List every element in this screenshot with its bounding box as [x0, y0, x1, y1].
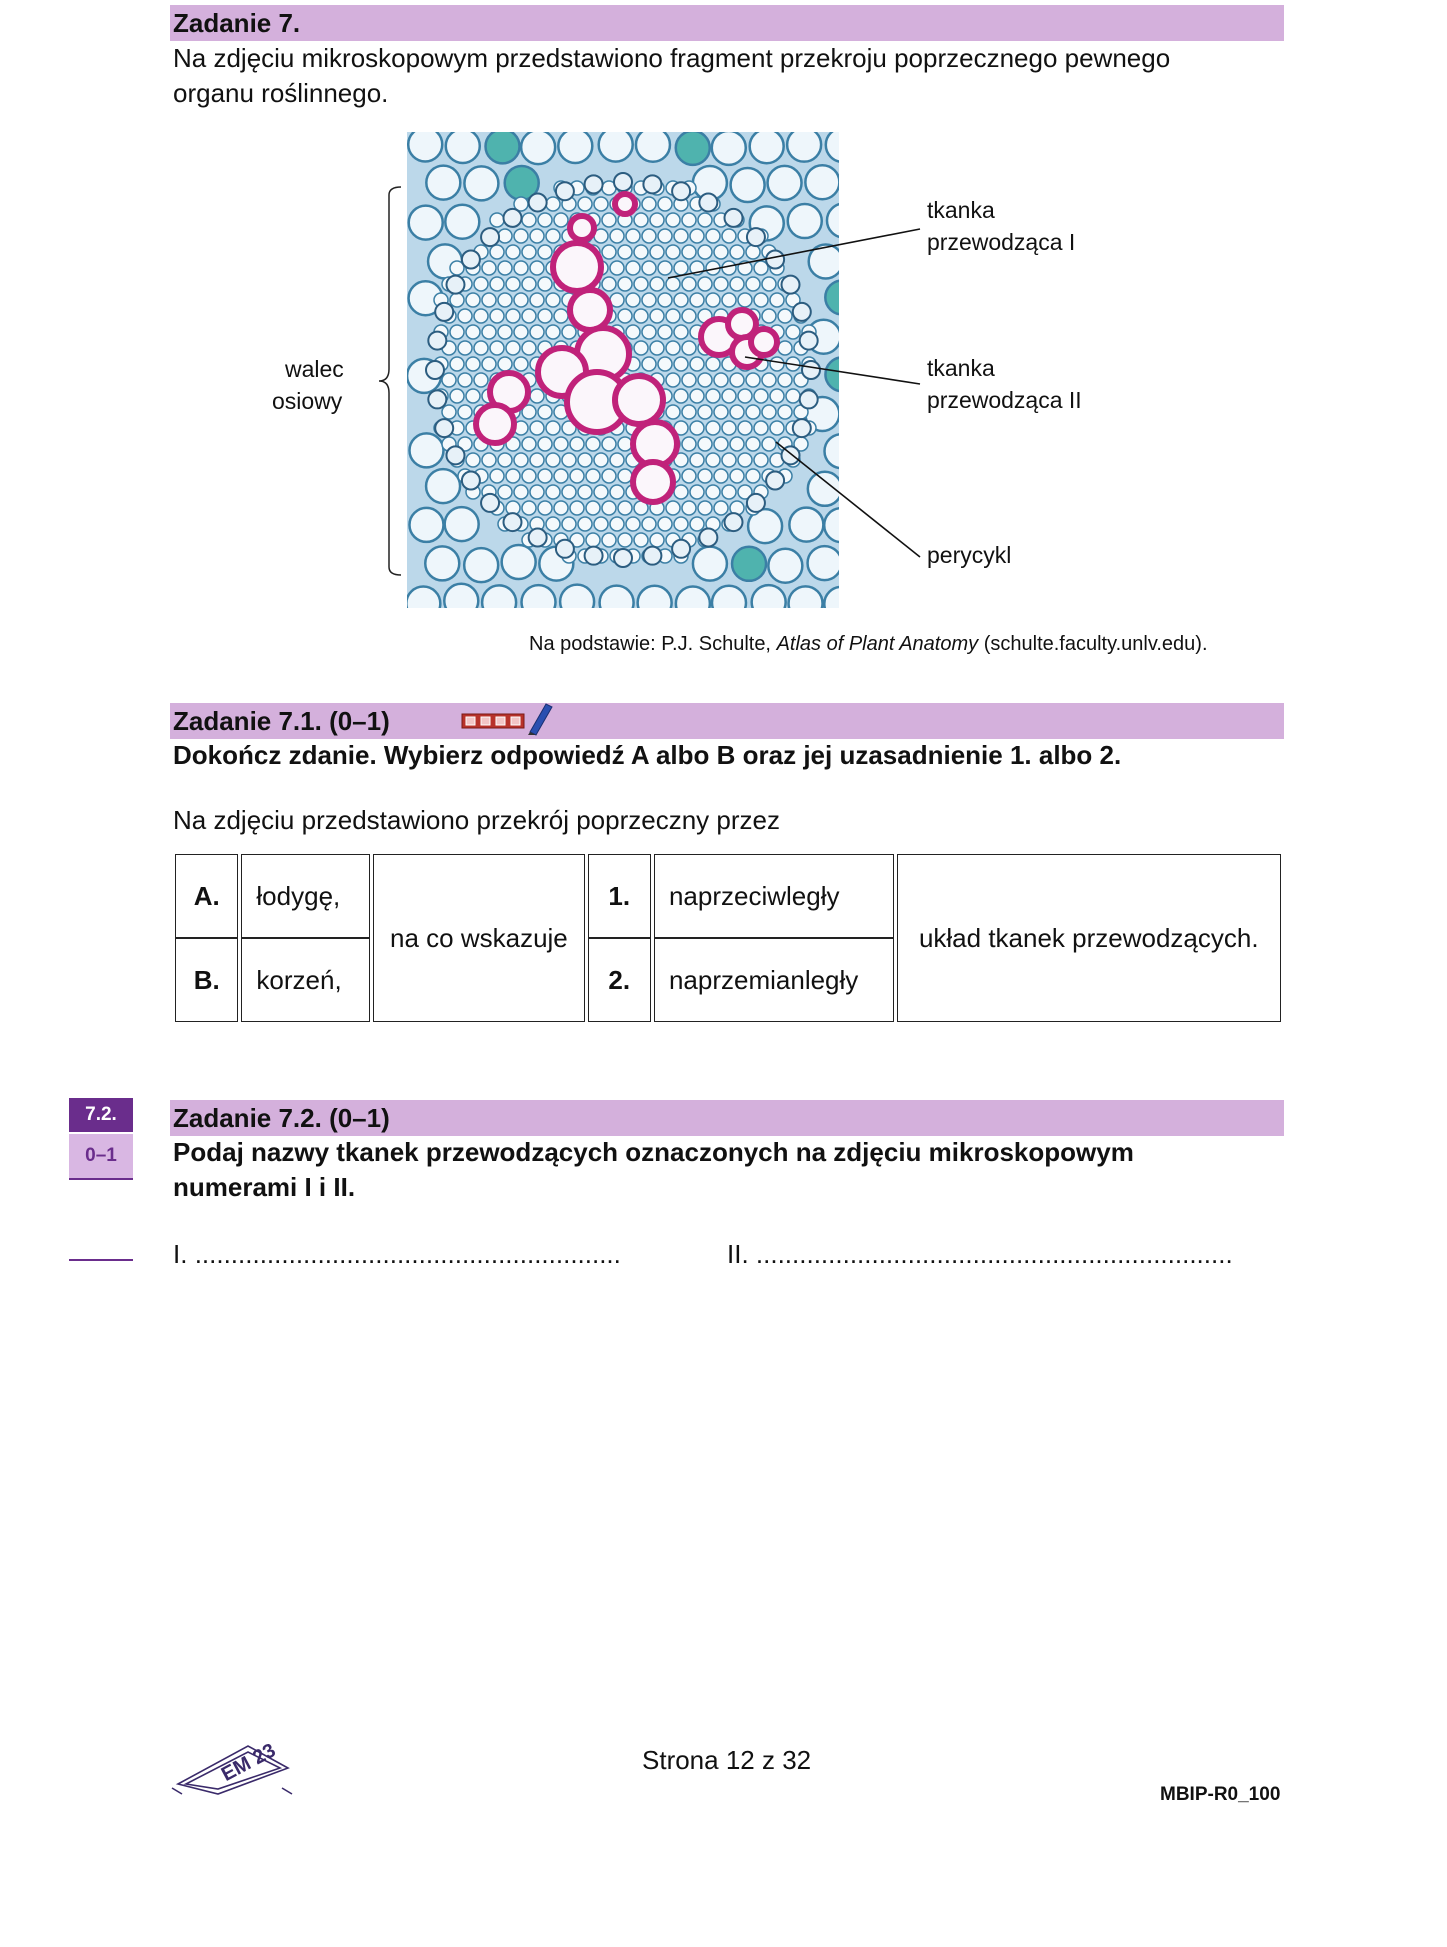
- task71-title: Zadanie 7.1. (0–1): [173, 706, 390, 736]
- source-prefix: Na podstawie: P.J. Schulte,: [529, 633, 777, 655]
- answer-II-label: II.: [727, 1239, 749, 1269]
- side-divider: [69, 1259, 133, 1261]
- answer-field-I[interactable]: [173, 1236, 621, 1272]
- option-1-key[interactable]: 1.: [588, 854, 651, 938]
- option-b-text[interactable]: korzeń,: [241, 938, 370, 1022]
- side-points-box[interactable]: 0–1: [69, 1134, 133, 1180]
- option-a-key[interactable]: A.: [175, 854, 238, 938]
- label-tkanka-I-line2: przewodząca I: [927, 229, 1076, 255]
- label-perycykl: perycykl: [927, 542, 1012, 568]
- pencil-icon: [462, 700, 558, 736]
- answer-I-dots: ...........................................................: [194, 1239, 621, 1269]
- option-2-text[interactable]: naprzemianległy: [654, 938, 894, 1022]
- task7-intro-line1: Na zdjęciu mikroskopowym przedstawiono fragment przekroju poprzecznego pewnego: [173, 43, 1171, 73]
- task72-instruction-line2: numerami I i II.: [173, 1172, 356, 1202]
- label-tkanka-I-line1: tkanka: [927, 197, 995, 223]
- task7-intro-line2: organu roślinnego.: [173, 78, 389, 108]
- source-title: Atlas of Plant Anatomy: [776, 633, 979, 655]
- task72-instruction-line1: Podaj nazwy tkanek przewodzących oznaczonych na zdjęciu mikroskopowym: [173, 1137, 1134, 1167]
- label-tkanka-II-line2: przewodząca II: [927, 387, 1082, 413]
- option-1-text[interactable]: naprzeciwległy: [654, 854, 894, 938]
- source-suffix: (schulte.faculty.unlv.edu).: [978, 633, 1208, 655]
- task71-instruction: Dokończ zdanie. Wybierz odpowiedź A albo B oraz jej uzasadnienie 1. albo 2.: [173, 740, 1122, 770]
- task71-stem: Na zdjęciu przedstawiono przekrój poprzeczny przez: [173, 805, 780, 835]
- page-number: Strona 12 z 32: [642, 1745, 812, 1775]
- label-walec-line2: osiowy: [272, 388, 343, 414]
- figure-leader-lines: [0, 0, 1447, 700]
- task72-title: Zadanie 7.2. (0–1): [173, 1103, 390, 1133]
- option-2-key[interactable]: 2.: [588, 938, 651, 1022]
- answer-field-II[interactable]: [727, 1236, 1233, 1272]
- logo-text: EM 23: [217, 1739, 280, 1786]
- answer-II-dots: ..................................................................: [755, 1239, 1233, 1269]
- em-logo-icon: [172, 1736, 294, 1796]
- figure-source: [529, 630, 1208, 658]
- answer-I-label: I.: [173, 1239, 188, 1269]
- document-code: MBIP-R0_100: [1160, 1784, 1281, 1805]
- side-task-number: 7.2.: [69, 1098, 133, 1132]
- option-a-text[interactable]: łodygę,: [241, 854, 370, 938]
- task7-title: Zadanie 7.: [173, 8, 301, 38]
- label-walec-line1: walec: [285, 356, 344, 382]
- table-end-text: układ tkanek przewodzących.: [897, 854, 1282, 1022]
- task71-marker: [462, 700, 558, 741]
- label-tkanka-II-line1: tkanka: [927, 355, 995, 381]
- table-middle-text: na co wskazuje: [373, 854, 584, 1022]
- answer-table: [172, 854, 1284, 1022]
- option-b-key[interactable]: B.: [175, 938, 238, 1022]
